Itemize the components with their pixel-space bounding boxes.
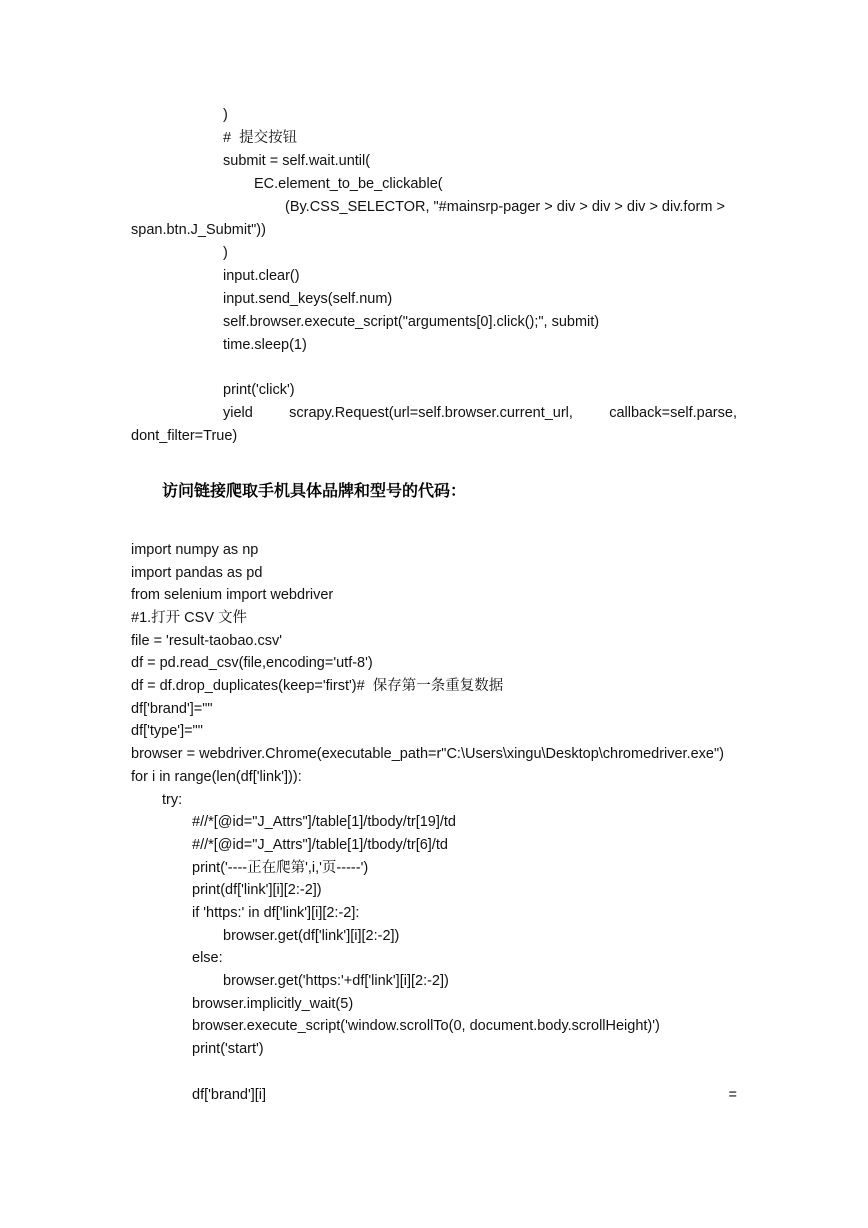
code-text: browser.execute_script('window.scrollTo(0, document.body.scrollHeight)') — [192, 1018, 660, 1034]
code-text: import pandas as pd — [131, 565, 263, 581]
code-text: df['brand'][i] — [192, 1087, 267, 1103]
code-text: file = 'result-taobao.csv' — [131, 633, 283, 649]
code-text: dont_filter=True) — [131, 428, 238, 444]
code-line — [0, 698, 868, 721]
code-line — [0, 947, 868, 970]
code-text: self.browser.execute_script("arguments[0].click();", submit) — [223, 314, 600, 330]
code-line — [0, 720, 868, 743]
code-line — [0, 743, 868, 766]
code-text: browser.get(df['link'][i][2:-2]) — [223, 928, 400, 944]
code-text: submit = self.wait.until( — [223, 153, 371, 169]
code-line — [0, 970, 868, 993]
code-line — [0, 196, 868, 219]
code-text: EC.element_to_be_clickable( — [254, 176, 443, 192]
code-comment: # 提交按钮 — [223, 130, 298, 146]
code-text: if 'https:' in df['link'][i][2:-2]: — [192, 905, 360, 921]
code-keyword: else: — [192, 950, 223, 966]
code-text: df = pd.read_csv(file,encoding='utf-8') — [131, 655, 373, 671]
code-keyword: yield — [223, 405, 253, 421]
code-line — [0, 311, 868, 334]
code-text: ) — [223, 245, 228, 261]
code-line — [0, 104, 868, 127]
code-text: print('----正在爬第',i,'页-----') — [192, 860, 369, 876]
code-line — [0, 425, 868, 448]
code-line — [0, 1038, 868, 1061]
code-text: input.send_keys(self.num) — [223, 291, 393, 307]
code-keyword: try: — [162, 792, 183, 808]
code-line — [0, 925, 868, 948]
code-text: span.btn.J_Submit")) — [131, 222, 266, 238]
code-text: from selenium import webdriver — [131, 587, 334, 603]
code-line — [0, 379, 868, 402]
code-text: print('start') — [192, 1041, 264, 1057]
code-text: df['type']="" — [131, 723, 203, 739]
code-line — [0, 242, 868, 265]
code-line — [0, 562, 868, 585]
code-line — [0, 127, 868, 150]
code-line — [0, 630, 868, 653]
code-line — [0, 789, 868, 812]
code-line — [0, 173, 868, 196]
code-text: (By.CSS_SELECTOR, "#mainsrp-pager > div > div > div > div.form > — [285, 199, 725, 215]
code-text: = — [728, 1087, 737, 1103]
code-comment: #//*[@id="J_Attrs"]/table[1]/tbody/tr[19]/td — [192, 814, 456, 830]
code-text: time.sleep(1) — [223, 337, 307, 353]
code-comment: #1.打开 CSV 文件 — [131, 610, 248, 626]
code-line — [0, 219, 868, 242]
code-line — [0, 334, 868, 357]
code-text: for i in range(len(df['link'])): — [131, 769, 302, 785]
code-comment: #//*[@id="J_Attrs"]/table[1]/tbody/tr[6]/td — [192, 837, 448, 853]
code-text: print(df['link'][i][2:-2]) — [192, 882, 322, 898]
code-line — [0, 857, 868, 880]
code-text: df['brand']="" — [131, 701, 213, 717]
code-line — [0, 993, 868, 1016]
code-text: browser.get('https:'+df['link'][i][2:-2]) — [223, 973, 449, 989]
code-line-justified — [223, 402, 737, 425]
code-line — [0, 902, 868, 925]
code-line — [0, 766, 868, 789]
code-text: browser = webdriver.Chrome(executable_path=r"C:\Users\xingu\Desktop\chromedriver.exe") — [131, 746, 724, 762]
code-text: print('click') — [223, 382, 295, 398]
code-text: browser.implicitly_wait(5) — [192, 996, 354, 1012]
code-text: import numpy as np — [131, 542, 259, 558]
code-line — [0, 584, 868, 607]
code-text: df = df.drop_duplicates(keep='first')# 保存第一条重复数据 — [131, 678, 504, 694]
code-line — [0, 879, 868, 902]
code-line — [0, 834, 868, 857]
code-text: ) — [223, 107, 228, 123]
code-line — [0, 288, 868, 311]
section-heading: 访问链接爬取手机具体品牌和型号的代码： — [162, 483, 467, 500]
code-line — [0, 607, 868, 630]
code-line — [0, 675, 868, 698]
code-line — [0, 265, 868, 288]
code-line — [0, 811, 868, 834]
code-text: scrapy.Request(url=self.browser.current_url, — [289, 405, 573, 421]
code-line — [0, 539, 868, 562]
code-line — [0, 150, 868, 173]
code-line — [0, 1015, 868, 1038]
code-line — [0, 652, 868, 675]
code-text: callback=self.parse, — [609, 405, 737, 421]
code-text: input.clear() — [223, 268, 300, 284]
code-line-justified — [192, 1084, 737, 1107]
